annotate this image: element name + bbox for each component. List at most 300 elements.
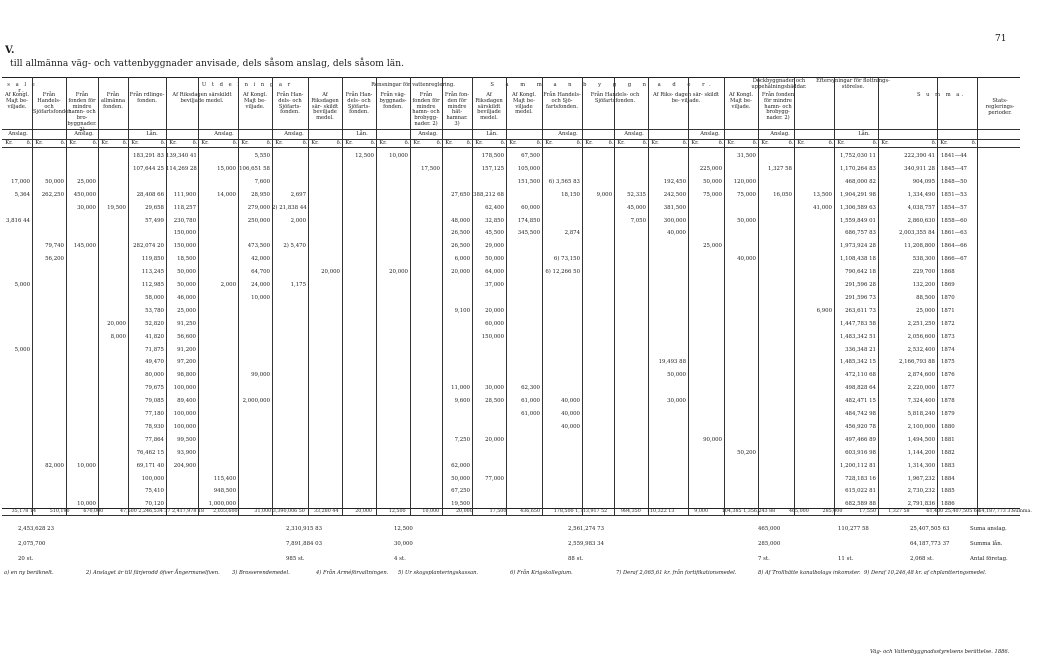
table-cell: 99,500: [177, 436, 196, 443]
table-cell: 150,000: [173, 243, 196, 250]
table-cell: 1,559,849 01: [839, 217, 876, 224]
table-cell: 229,700: [912, 269, 935, 276]
table-cell: 263,611 73: [845, 307, 876, 314]
counts-cell: 7 st.: [758, 556, 770, 562]
unit-label: ö.: [232, 140, 238, 146]
table-cell: 25,000: [916, 307, 935, 314]
table-cell: 2,874: [564, 230, 580, 237]
unit-label: Kr.: [691, 140, 699, 146]
table-cell: 222,390 41: [904, 153, 935, 159]
table-cell: 7,050: [630, 217, 646, 224]
counts-cell: 88 st.: [568, 556, 584, 562]
unit-label: ö.: [718, 140, 724, 146]
table-cell: 1877: [941, 385, 955, 392]
table-cell: 1879: [941, 411, 955, 417]
table-cell: 1,904,291 98: [839, 191, 876, 198]
table-cell: 6) 3,565 83: [548, 178, 580, 185]
table-cell: 30,000: [667, 398, 686, 405]
table-cell: 1873: [941, 333, 955, 340]
counts-cell: 4 st.: [394, 556, 406, 562]
table-cell: 1884: [941, 475, 955, 482]
table-cell: 225,000: [699, 165, 722, 172]
unit-label: ö.: [26, 140, 32, 146]
table-cell: 19,500: [451, 501, 470, 508]
table-cell: 16,050: [773, 191, 792, 198]
column-header: Från Han- dels- och Sjöfarts- fonden.: [276, 92, 304, 116]
unit-label: ö.: [336, 140, 342, 146]
table-cell: 1,483,342 51: [839, 333, 876, 340]
table-cell: 1883: [941, 462, 955, 469]
unit-label: ö.: [971, 140, 977, 146]
table-cell: 204,900: [173, 462, 196, 469]
table-cell: 1868: [941, 269, 955, 276]
table-cell: 1,108,438 18: [839, 256, 876, 263]
sum-lan-cell: 285,000: [758, 541, 781, 547]
table-cell: 904,095: [912, 178, 935, 185]
table-cell: 62,300: [521, 385, 540, 392]
unit-label: Kr.: [761, 140, 769, 146]
table-cell: 6) 73,150: [553, 256, 580, 263]
table-cell: 26,500: [451, 243, 470, 250]
table-cell: 50,000: [451, 475, 470, 482]
table-cell: 50,000: [177, 269, 196, 276]
counts-cell: Antal företag.: [970, 556, 1008, 562]
table-cell: 1851—53: [941, 191, 967, 198]
column-header: Af Riksdagen särskildt beviljade medel.: [172, 92, 232, 104]
table-cell: 1,752,030 11: [839, 153, 876, 159]
subheader: Anslag.: [624, 131, 644, 137]
counts-cell: 20 st.: [18, 556, 34, 562]
table-cell: 50,000: [177, 282, 196, 288]
table-cell: 118,257: [173, 204, 196, 211]
table-cell: 10,000: [389, 153, 408, 159]
table-cell: 13,500: [813, 191, 832, 198]
table-cell: 1880: [941, 423, 955, 430]
table-cell: 1886: [941, 501, 955, 508]
column-header: Af Riksdagen sär- skildt beviljade medel.: [311, 92, 339, 122]
table-cell: 1869: [941, 282, 955, 288]
sum-cell: 2,246,534 37: [138, 509, 171, 514]
table-cell: 183,291 83: [133, 153, 164, 159]
sum-anslag-cell: Suma anslag.: [970, 526, 1007, 532]
group-header-eftersyn: Eftersyningar för flottnings- störelse.: [816, 78, 890, 90]
table-cell: 18,500: [177, 256, 196, 263]
table-cell: 40,000: [561, 423, 580, 430]
table-cell: 61,000: [521, 398, 540, 405]
table-cell: 1,967,232: [907, 475, 935, 482]
sum-anslag-cell: 110,277 58: [838, 526, 869, 532]
table-cell: 1874: [941, 346, 955, 353]
table-cell: 80,000: [145, 372, 164, 379]
table-cell: 1861—63: [941, 230, 967, 237]
unit-label: ö.: [536, 140, 542, 146]
column-header: Från fon- den för mindre hät- hamnar. 3): [444, 92, 470, 127]
unit-label: ö.: [931, 140, 937, 146]
table-cell: 151,500: [517, 178, 540, 185]
table-cell: 1854—57: [941, 204, 967, 211]
table-cell: 1845—47: [941, 165, 967, 172]
unit-label: ö.: [608, 140, 614, 146]
unit-label: ö.: [872, 140, 878, 146]
table-cell: 2,056,600: [907, 333, 935, 340]
table-cell: 67,250: [451, 488, 470, 495]
table-cell: 64,000: [485, 269, 504, 276]
subheader: Anslag.: [284, 131, 304, 137]
table-cell: 1864—66: [941, 243, 967, 250]
unit-label: Kr.: [5, 140, 13, 146]
table-cell: 7,250: [454, 436, 470, 443]
table-cell: 67,500: [521, 153, 540, 159]
table-cell: 9,600: [454, 398, 470, 405]
unit-label: ö.: [642, 140, 648, 146]
subheader: Lån.: [146, 131, 158, 137]
table-cell: 5,818,240: [907, 411, 935, 417]
table-cell: 3,816 44: [5, 217, 30, 224]
column-header: Från Handels- och Sjöfartsfonden: [33, 92, 72, 116]
table-cell: 2,791,836: [907, 501, 935, 508]
table-cell: 2,697: [290, 191, 306, 198]
unit-label: ö.: [828, 140, 834, 146]
table-cell: 79,085: [145, 398, 164, 405]
unit-label: ö.: [576, 140, 582, 146]
table-cell: 114,269 28: [166, 165, 197, 172]
page-number: 71: [995, 34, 1007, 44]
table-cell: 105,000: [517, 165, 540, 172]
table-cell: 20,000: [451, 269, 470, 276]
table-cell: 1876: [941, 372, 955, 379]
column-header: Från allmänna fonden.: [100, 92, 126, 110]
table-cell: 26,500: [451, 230, 470, 237]
subheader: Anslag.: [214, 131, 234, 137]
column-header: Från fonden för mindre hamn- och bro- byggnader. 2): [67, 92, 97, 133]
sum-lan-cell: 2,075,700: [18, 541, 46, 547]
table-cell: 728,183 16: [845, 475, 876, 482]
unit-label: Kr.: [35, 140, 43, 146]
table-cell: 78,930: [145, 423, 164, 430]
table-cell: 56,200: [45, 256, 64, 263]
sum-cell: 35,178 14: [11, 509, 36, 514]
table-cell: 53,780: [145, 307, 164, 314]
subheader: Lån.: [486, 131, 498, 137]
table-cell: 2,003,355 84: [898, 230, 935, 237]
sum-cell: 465,000: [788, 509, 809, 514]
unit-label: Kr.: [940, 140, 948, 146]
unit-label: ö.: [682, 140, 688, 146]
footnote: 6) Från Krigskollegium.: [510, 570, 573, 576]
sum-anslag-cell: 465,000: [758, 526, 781, 532]
unit-label: ö.: [92, 140, 98, 146]
table-cell: 6,900: [816, 307, 832, 314]
column-header: Af Kongl. Majt be- viljade.: [4, 92, 30, 110]
unit-label: Kr.: [881, 140, 889, 146]
unit-label: Kr.: [69, 140, 77, 146]
group-header-sammanbyggnader: S a m m a n b y g g n a d e r.: [490, 82, 716, 88]
table-cell: 230,780: [173, 217, 196, 224]
unit-label: ö.: [788, 140, 794, 146]
table-cell: 28,500: [485, 398, 504, 405]
unit-label: ö.: [160, 140, 166, 146]
table-cell: 5,000: [14, 346, 30, 353]
sum-lan-cell: 64,187,773 37: [910, 541, 950, 547]
unit-label: Kr.: [275, 140, 283, 146]
table-cell: 948,500: [213, 488, 236, 495]
table-cell: 1,144,200: [907, 449, 935, 456]
table-cell: 145,000: [73, 243, 96, 250]
sum-cell: 984,350: [620, 509, 641, 514]
sum-cell: 10,000: [422, 509, 440, 514]
column-header: Från Handels- och Sjöfartsfonden.: [590, 92, 640, 104]
table-cell: 8,000: [110, 333, 126, 340]
table-cell: 30,000: [485, 385, 504, 392]
unit-label: ö.: [436, 140, 442, 146]
table-cell: 62,400: [485, 204, 504, 211]
table-cell: 484,742 98: [845, 411, 876, 417]
column-header: Af Kongl. Majt be- viljade.: [728, 92, 754, 110]
table-cell: 300,000: [663, 217, 686, 224]
table-cell: 5,364: [14, 191, 30, 198]
table-cell: 100,000: [173, 411, 196, 417]
table-cell: 40,000: [561, 411, 580, 417]
table-cell: 1,485,342 15: [839, 359, 876, 366]
table-cell: 19,500: [107, 204, 126, 211]
table-cell: 157,125: [481, 165, 504, 172]
sum-cell: 1,713,917 52: [575, 509, 608, 514]
table-cell: 79,740: [45, 243, 64, 250]
unit-label: ö.: [192, 140, 198, 146]
page-heading: till allmänna väg- och vattenbyggnader anvisade, dels såsom anslag, dels såsom län.: [10, 59, 405, 69]
table-cell: 336,348 21: [845, 346, 876, 353]
table-cell: 482,471 15: [845, 398, 876, 405]
table-cell: 76,462 15: [136, 449, 164, 456]
table-cell: 1866—67: [941, 256, 967, 263]
column-header: Från Han- dels- och Sjöfarts- fonden.: [345, 92, 373, 116]
table-cell: 97,200: [177, 359, 196, 366]
table-cell: 17,000: [11, 178, 30, 185]
table-cell: 25,000: [177, 307, 196, 314]
table-cell: 32,850: [485, 217, 504, 224]
table-cell: 250,000: [247, 217, 270, 224]
table-cell: 9,000: [596, 191, 612, 198]
unit-label: Kr.: [585, 140, 593, 146]
table-cell: 20,000: [107, 320, 126, 327]
unit-label: Kr.: [509, 140, 517, 146]
table-cell: 69,171 40: [136, 462, 164, 469]
table-cell: 56,600: [177, 333, 196, 340]
sum-lan-cell: Summa lån.: [970, 541, 1003, 547]
table-cell: 790,642 18: [845, 269, 876, 276]
table-cell: 91,200: [177, 346, 196, 353]
table-cell: 6,000: [454, 256, 470, 263]
subheader: Lån.: [356, 131, 368, 137]
table-cell: 58,000: [145, 294, 164, 301]
table-cell: 291,596 28: [845, 282, 876, 288]
table-cell: 11,000: [451, 385, 470, 392]
table-cell: 30,000: [77, 204, 96, 211]
unit-label: Kr.: [311, 140, 319, 146]
table-cell: 50,000: [667, 372, 686, 379]
table-cell: 52,820: [145, 320, 164, 327]
sum-cell: 17,500: [489, 509, 507, 514]
table-cell: 15,000: [217, 165, 236, 172]
table-cell: 2,251,250: [907, 320, 935, 327]
table-cell: 1881: [941, 436, 955, 443]
table-cell: 71,875: [145, 346, 164, 353]
table-cell: 41,820: [145, 333, 164, 340]
table-cell: 49,470: [145, 359, 164, 366]
table-cell: 100,000: [141, 475, 164, 482]
sum-anslag-cell: 2,561,274 73: [568, 526, 605, 532]
table-cell: 1848—50: [941, 178, 967, 185]
table-cell: 603,916 98: [845, 449, 876, 456]
sum-anslag-cell: 2,453,628 23: [18, 526, 55, 532]
table-cell: 7,600: [254, 178, 270, 185]
table-cell: 60,000: [521, 204, 540, 211]
counts-cell: 2,068 st.: [910, 556, 934, 562]
unit-label: Kr.: [241, 140, 249, 146]
table-cell: 89,400: [177, 398, 196, 405]
table-cell: 5,550: [254, 153, 270, 159]
table-cell: 468,000 82: [845, 178, 876, 185]
sum-cell: 2,033,600: [213, 509, 238, 514]
sum-cell: Summa.: [1012, 509, 1032, 514]
table-cell: 262,250: [41, 191, 64, 198]
table-cell: 12,500: [355, 153, 374, 159]
sum-cell: 9,000: [694, 509, 708, 514]
unit-label: Kr.: [201, 140, 209, 146]
table-cell: 100,000: [173, 423, 196, 430]
table-cell: 64,700: [251, 269, 270, 276]
unit-label: Kr.: [475, 140, 483, 146]
sum-cell: 61,400: [926, 509, 944, 514]
unit-label: ö.: [60, 140, 66, 146]
table-cell: 282,074 20: [133, 243, 164, 250]
table-cell: 340,911 28: [904, 165, 935, 172]
table-cell: 45,000: [627, 204, 646, 211]
table-cell: 75,410: [145, 488, 164, 495]
table-cell: 615,022 81: [845, 488, 876, 495]
table-cell: 7,324,400: [907, 398, 935, 405]
table-cell: 77,864: [145, 436, 164, 443]
table-cell: 1872: [941, 320, 955, 327]
table-cell: 75,000: [703, 191, 722, 198]
footnote: 5) Ur skogsplanteringskassan.: [398, 570, 479, 576]
table-cell: 1,000,000: [208, 501, 236, 508]
table-cell: 120,000: [733, 178, 756, 185]
table-cell: 29,000: [485, 243, 504, 250]
subheader: Anslag.: [770, 131, 790, 137]
table-cell: 2,100,000: [907, 423, 935, 430]
sum-cell: 285,000: [822, 509, 843, 514]
sum-lan-cell: 7,891,884 03: [286, 541, 323, 547]
unit-label: Kr.: [169, 140, 177, 146]
sum-cell: 47,500: [120, 509, 137, 514]
unit-label: ö.: [404, 140, 410, 146]
group-header-stats: Stats- reglerings- perioder.: [985, 98, 1015, 116]
unit-label: ö.: [500, 140, 506, 146]
table-cell: 17,500: [421, 165, 440, 172]
table-cell: 1870: [941, 294, 955, 301]
sum-anslag-cell: 12,500: [394, 526, 413, 532]
table-cell: 450,000: [73, 191, 96, 198]
table-cell: 2,730,232: [907, 488, 935, 495]
table-cell: 29,658: [145, 204, 164, 211]
unit-label: Kr.: [617, 140, 625, 146]
table-cell: 115,400: [213, 475, 236, 482]
group-header-utdelningar: U t d e l n i n g a r: [201, 82, 293, 88]
table-cell: 119,850: [141, 256, 164, 263]
table-cell: 111,900: [173, 191, 196, 198]
table-cell: 40,000: [737, 256, 756, 263]
table-cell: 20,000: [389, 269, 408, 276]
table-cell: 11,208,800: [904, 243, 935, 250]
unit-label: ö.: [266, 140, 272, 146]
table-cell: 112,985: [141, 282, 164, 288]
table-cell: 62,000: [451, 462, 470, 469]
table-cell: 150,000: [173, 230, 196, 237]
table-cell: 42,000: [251, 256, 270, 263]
footnote: 2) Anslaget är till färjerodd öfver Ångermanelfven.: [86, 570, 220, 576]
sum-cell: 33,280 44: [313, 509, 339, 514]
column-header: Från väg- byggnads- fonden.: [379, 92, 407, 110]
table-cell: 82,000: [45, 462, 64, 469]
table-cell: 50,200: [737, 449, 756, 456]
counts-cell: 11 st.: [838, 556, 854, 562]
table-cell: 27,650: [451, 191, 470, 198]
table-cell: 4,038,757: [907, 204, 935, 211]
table-cell: 1882: [941, 449, 955, 456]
unit-label: Kr.: [345, 140, 353, 146]
table-cell: 37,000: [485, 282, 504, 288]
table-cell: 18,150: [561, 191, 580, 198]
footnote: a) en ny beräknelt.: [4, 570, 54, 576]
subheader: Lån.: [858, 131, 870, 137]
table-cell: 28,408 66: [136, 191, 164, 198]
sum-cell: 64,187,773 37: [978, 509, 1014, 514]
table-cell: 14,000: [217, 191, 236, 198]
column-header: Af Kongl. Majt be- viljade medel.: [511, 92, 537, 116]
table-cell: 19,493 88: [658, 359, 686, 366]
counts-cell: 985 st.: [286, 556, 305, 562]
table-cell: 2,000,000: [242, 398, 270, 405]
table-cell: 192,450: [663, 178, 686, 185]
table-cell: 46,000: [177, 294, 196, 301]
sum-cell: 104,385: [721, 509, 742, 514]
subheader: Anslag.: [418, 131, 438, 137]
table-cell: 99,000: [251, 372, 270, 379]
table-cell: 75,000: [737, 191, 756, 198]
sum-cell: 178,500: [553, 509, 574, 514]
table-cell: 1,306,589 63: [839, 204, 876, 211]
table-cell: 2,000: [290, 217, 306, 224]
table-cell: 5,000: [14, 282, 30, 288]
table-cell: 242,500: [663, 191, 686, 198]
table-cell: 1,494,500: [907, 436, 935, 443]
table-cell: 2,166,793 88: [898, 359, 935, 366]
sum-cell: 3,390,006 50: [272, 509, 305, 514]
table-cell: 28,950: [251, 191, 270, 198]
column-header: Af Riks- dagen sär- skildt be- viljade.: [653, 92, 719, 104]
unit-label: Kr.: [445, 140, 453, 146]
subheader: Anslag.: [74, 131, 94, 137]
table-cell: 2,220,000: [907, 385, 935, 392]
sum-lan-cell: 30,000: [394, 541, 413, 547]
column-header: Från rdlinge- fonden.: [129, 92, 165, 104]
unit-label: Kr.: [651, 140, 659, 146]
table-cell: 682,589 88: [845, 501, 876, 508]
table-cell: 48,000: [451, 217, 470, 224]
table-cell: 1,170,264 83: [839, 165, 876, 172]
sum-cell: 2,417,978 18: [172, 509, 205, 514]
